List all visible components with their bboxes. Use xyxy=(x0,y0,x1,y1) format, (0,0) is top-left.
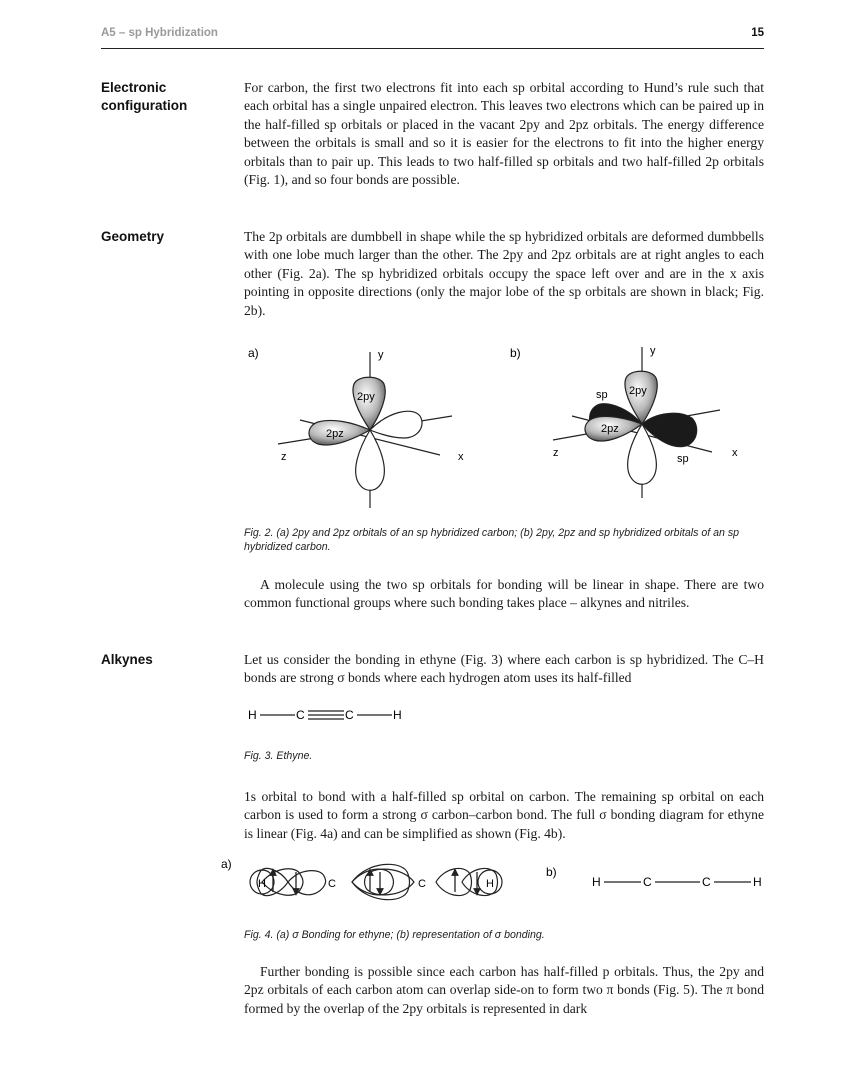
heading-geometry: Geometry xyxy=(101,229,165,244)
fig3-atom-c1: C xyxy=(296,708,305,722)
fig4a-atom-c2: C xyxy=(418,878,426,890)
paragraph-geometry: The 2p orbitals are dumbbell in shape while the sp hybridized orbitals are deformed dumbbells with one lobe much larger than the other. The 2py and 2pz orbitals are at right angles to each other (Fig. 2a). The sp hybridized orbitals occupy the space left over and are in the x axis pointing in opposite directions (only the major lobe of the sp orbitals are shown in black; Fig. 2b). xyxy=(244,229,764,318)
caption-fig-3: Fig. 3. Ethyne. xyxy=(244,750,313,762)
fig3-atom-h1: H xyxy=(248,708,257,722)
fig2a-diagram xyxy=(278,349,464,508)
fig4b-atom-h1: H xyxy=(592,875,601,889)
fig2b-label-2py: 2py xyxy=(629,385,647,397)
paragraph-pi-bonding: Further bonding is possible since each carbon has half-filled p orbitals. Thus, the 2py and 2pz orbitals of each carbon atom can overlap side-on to form two π bonds (Fig. 5). The π bond formed by the overlap of the 2py orbitals is represented in dark xyxy=(244,964,764,1016)
fig4-panel-b-label: b) xyxy=(546,865,557,879)
fig4a-diagram xyxy=(250,864,502,899)
fig2b-axis-x: x xyxy=(732,447,738,459)
heading-alkynes: Alkynes xyxy=(101,652,153,667)
figure-2-orbitals xyxy=(0,340,864,530)
fig2a-axis-z: z xyxy=(281,451,287,463)
caption-fig-2: Fig. 2. (a) 2py and 2pz orbitals of an sp hybridized carbon; (b) 2py, 2pz and sp hybridized orbitals of an sp hybridized carbon. xyxy=(244,527,740,553)
fig4-panel-a-label: a) xyxy=(221,857,232,871)
fig2a-label-2pz: 2pz xyxy=(326,428,344,440)
fig4b-atom-c2: C xyxy=(702,875,711,889)
fig3-atom-c2: C xyxy=(345,708,354,722)
fig2b-diagram xyxy=(553,345,738,498)
running-header xyxy=(101,26,764,49)
paragraph-linear-molecules: A molecule using the two sp orbitals for bonding will be linear in shape. There are two common functional groups where such bonding takes place – alkynes and nitriles. xyxy=(244,577,764,611)
fig2b-label-sp-left: sp xyxy=(596,389,608,401)
fig2a-axis-x: x xyxy=(458,451,464,463)
running-section-title: A5 – sp Hybridization xyxy=(101,27,218,39)
figure-4-sigma-bonding xyxy=(0,856,864,906)
heading-electronic-configuration: Electronic configuration xyxy=(101,80,188,113)
paragraph-alkynes-intro: Let us consider the bonding in ethyne (Fig. 3) where each carbon is sp hybridized. The C–H bonds are strong σ bonds where each hydrogen atom uses its half-filled xyxy=(244,652,764,686)
fig3-atom-h2: H xyxy=(393,708,402,722)
fig2b-label-sp-right: sp xyxy=(677,453,689,465)
fig2b-axis-z: z xyxy=(553,447,559,459)
fig4a-atom-h2: H xyxy=(486,878,494,890)
figure-3-ethyne xyxy=(0,700,864,730)
paragraph-sigma-bonding: 1s orbital to bond with a half-filled sp orbital on carbon. The remaining sp orbital on each carbon is used to form a strong σ carbon–carbon bond. The full σ bonding diagram for ethyne is linear (Fig. 4a) and can be simplified as shown (Fig. 4b). xyxy=(244,789,764,841)
fig4b-diagram xyxy=(592,875,762,889)
paragraph-electronic-configuration: For carbon, the first two electrons fit into each sp orbital according to Hund’s rule such that each orbital has a single unpaired electron. This leaves two electrons which can be paired up in the half-filled sp orbitals or placed in the vacant 2py and 2pz orbitals. The energy difference between the orbitals is small and so it is easier for the electrons to fit into the higher energy orbitals than to pair up. This leads to two half-filled sp orbitals and two half-filled 2p orbitals (Fig. 1), and so four bonds are possible. xyxy=(244,80,764,188)
fig4a-atom-c1: C xyxy=(328,878,336,890)
page-number: 15 xyxy=(751,27,764,39)
fig2a-label-2py: 2py xyxy=(357,391,375,403)
fig4a-atom-h1: H xyxy=(258,878,266,890)
fig2-panel-a-label: a) xyxy=(248,346,259,360)
fig4b-atom-c1: C xyxy=(643,875,652,889)
fig2b-axis-y: y xyxy=(650,345,656,357)
fig2a-axis-y: y xyxy=(378,349,384,361)
fig2b-label-2pz: 2pz xyxy=(601,423,619,435)
fig4b-atom-h2: H xyxy=(753,875,762,889)
caption-fig-4: Fig. 4. (a) σ Bonding for ethyne; (b) representation of σ bonding. xyxy=(244,929,545,941)
fig2-panel-b-label: b) xyxy=(510,346,521,360)
